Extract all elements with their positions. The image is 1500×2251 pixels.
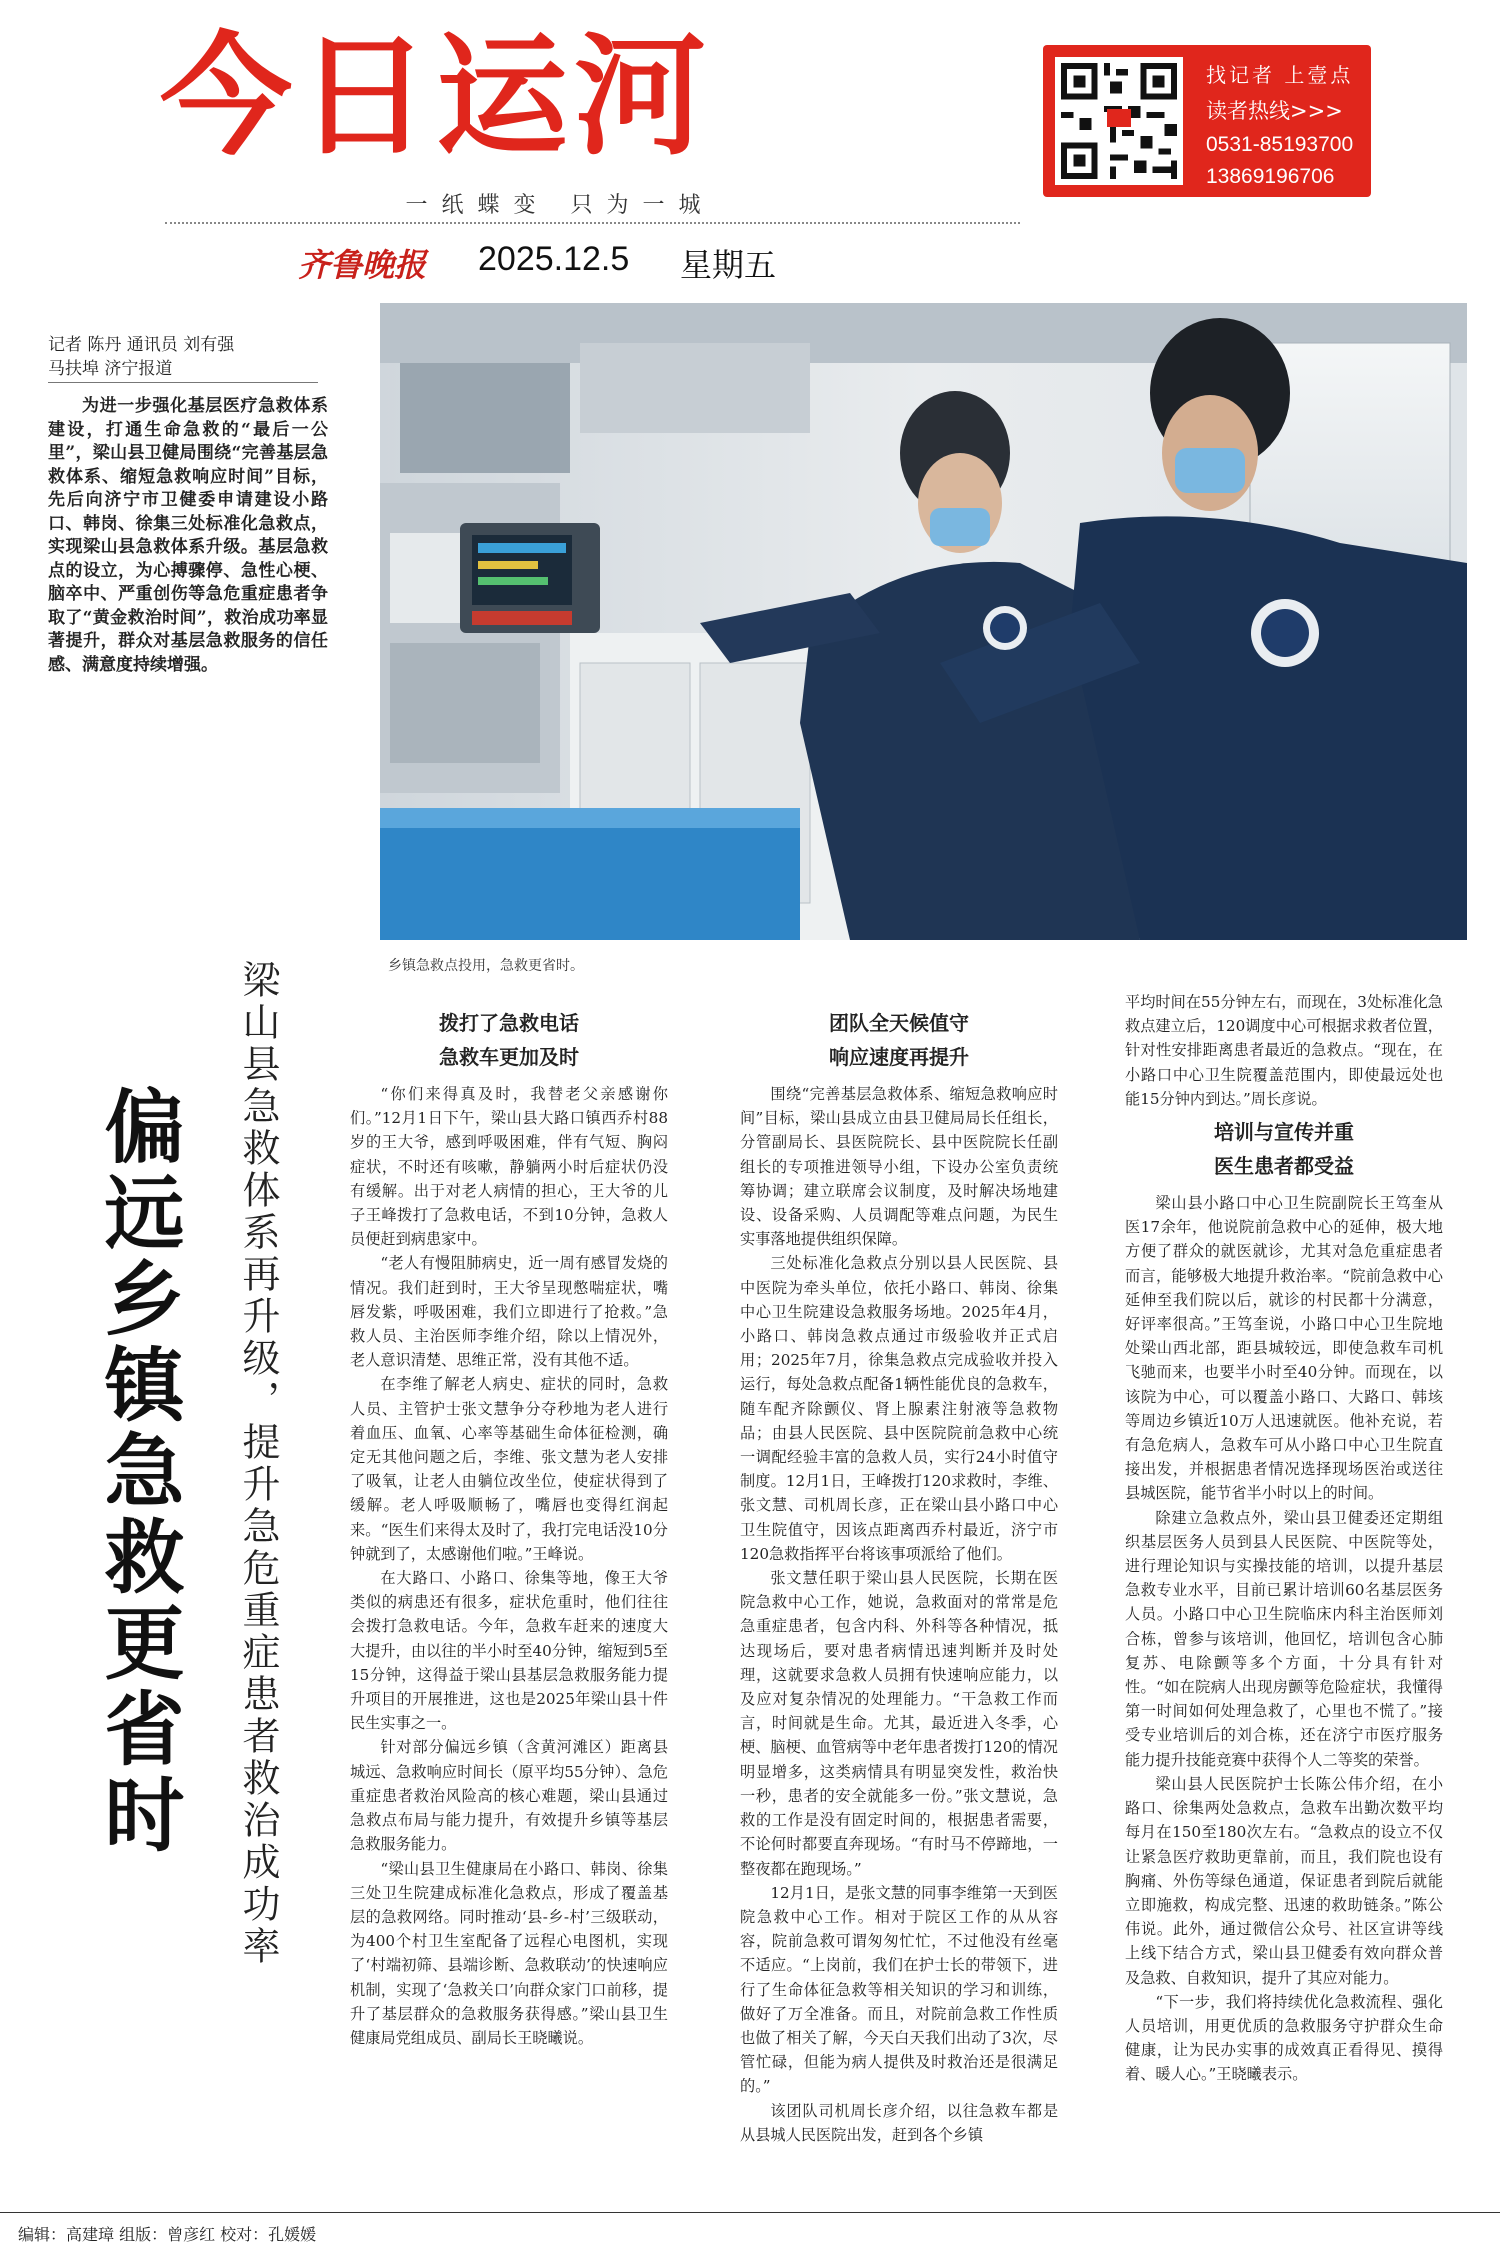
byline-reporters: 记者 陈丹 通讯员 刘有强 — [48, 335, 235, 355]
article-lead: 为进一步强化基层医疗急救体系建设，打通生命急救的“最后一公里”，梁山县卫健局围绕“完善基层急救体系、缩短急救响应时间”目标，先后向济宁市卫健委申请建设小路口、韩岗、徐集三处标准化急救点，实现梁山县急救体系升级。基层急救点的设立，为心搏骤停、急性心梗、脑卒中、严重创伤等急危重症患者争取了“黄金救治时间”，救治成功率显著提升，群众对基层急救服务的信任感、满意度持续增强。 — [48, 396, 328, 675]
paragraph: 该团队司机周长彦介绍，以往急救车都是从县城人民医院出发，赶到各个乡镇 — [740, 2101, 1058, 2144]
section-heading-line-2: 医生患者都受益 — [1214, 1154, 1354, 1179]
newspaper-name: 齐鲁晚报 — [298, 246, 427, 284]
paragraph: 梁山县人民医院护士长陈公伟介绍，在小路口、徐集两处急救点，急救车出勤次数平均每月在150至180次左右。“急救点的设立不仅让紧急医疗救助更靠前，而且，我们院也设有胸痛、外伤等绿色通道，保证患者到院后就能立即施救，构成完整、迅速的救助链条。”陈公伟说。此外，通过微信公众号、社区宣讲等线上线下结合方式，梁山县卫健委有效向群众普及急救、自救知识，提升了其应对能力。 — [1125, 1774, 1443, 1987]
contact-phone-2[interactable]: 13869196706 — [1206, 165, 1335, 188]
article-photo — [380, 303, 1467, 940]
contact-find-reporter: 找记者 上壹点 — [1206, 63, 1354, 87]
masthead-slogan: 一纸蝶变 只为一城 — [405, 193, 715, 218]
contact-phone-1[interactable]: 0531-85193700 — [1206, 133, 1354, 156]
paragraph: 除建立急救点外，梁山县卫健委还定期组织基层医务人员到县人民医院、中医院等处，进行理论知识与实操技能的培训，以提升基层急救专业水平，目前已累计培训60名基层医务人员。小路口中心卫生院临床内科主治医师刘合栋，曾参与该培训，他回忆，培训包含心肺复苏、电除颤等多个方面，十分具有针对性。“如在院病人出现房颤等危险症状，我懂得第一时间如何处理急救了，心里也不慌了。”接受专业培训后的刘合栋，还在济宁市医疗服务能力提升技能竞赛中获得个人二等奖的荣誉。 — [1125, 1508, 1443, 1769]
issue-date: 2025.12.5 — [478, 240, 630, 278]
contact-box — [1043, 45, 1371, 197]
paragraph: 三处标准化急救点分别以县人民医院、县中医院为牵头单位，依托小路口、韩岗、徐集中心卫生院建设急救服务场地。2025年4月，小路口、韩岗急救点通过市级验收并正式启用；2025年7月，徐集急救点完成验收并投入运行，每处急救点配备1辆性能优良的急救车，随车配齐除颤仪、肾上腺素注射液等急救物品；由县人民医院、县中医院院前急救中心统一调配经验丰富的急救人员，实行24小时值守制度。12月1日，王峰拨打120求救时，李维、张文慧、司机周长彦，正在梁山县小路口中心卫生院值守，因该点距离西乔村最近，济宁市120急救指挥平台将该事项派给了他们。 — [740, 1254, 1058, 1563]
paragraph: 张文慧任职于梁山县人民医院，长期在医院急救中心工作，她说，急救面对的常常是危急重症患者，包含内科、外科等各种情况，抵达现场后，要对患者病情迅速判断并及时处理，这就要求急救人员拥有快速响应能力，以及应对复杂情况的处理能力。“干急救工作而言，时间就是生命。尤其，最近进入冬季，心梗、脑梗、血管病等中老年患者拨打120的情况明显增多，这类病情具有明显突发性，救治快一秒，患者的安全就能多一份。”张文慧说，急救的工作是没有固定时间的，根据患者需要，不论何时都要直奔现场。“有时马不停蹄地，一整夜都在跑现场。” — [740, 1569, 1058, 1878]
paragraph: 在大路口、小路口、徐集等地，像王大爷类似的病患还有很多，症状危重时，他们往往会拨打急救电话。今年，急救车赶来的速度大大提升，由以往的半小时至40分钟，缩短到5至15分钟，这得益于梁山县基层急救服务能力提升项目的开展推进，这也是2025年梁山县十件民生实事之一。 — [350, 1569, 668, 1733]
masthead-title: 今日运河 — [160, 20, 712, 174]
byline-location: 马扶埠 济宁报道 — [48, 359, 173, 379]
section-heading-line-1: 团队全天候值守 — [829, 1011, 969, 1035]
paragraph: “下一步，我们将持续优化急救流程、强化人员培训，用更优质的急救服务守护群众生命健康，让为民办实事的成效真正看得见、摸得着、暖人心。”王晓曦表示。 — [1125, 1992, 1443, 2084]
paragraph: 平均时间在55分钟左右，而现在，3处标准化急救点建立后，120调度中心可根据求救者位置，针对性安排距离患者最近的急救点。“现在，在小路口中心卫生院覆盖范围内，即使最远处也能15分钟内到达。”周长彦说。 — [1125, 993, 1443, 1108]
issue-weekday: 星期五 — [680, 246, 777, 284]
paragraph: “梁山县卫生健康局在小路口、韩岗、徐集三处卫生院建成标准化急救点，形成了覆盖基层的急救网络。同时推动‘县-乡-村’三级联动，为400个村卫生室配备了远程心电图机，实现了‘村端初筛、县端诊断、急救联动’的快速响应机制，实现了‘急救关口’向群众家门口前移，提升了基层群众的急救服务获得感。”梁山县卫生健康局党组成员、副局长王晓曦说。 — [350, 1859, 668, 2047]
article-column-3 — [1125, 990, 1443, 2087]
editor-credits: 编辑：高建璋 组版：曾彦红 校对：孔媛媛 — [18, 2225, 317, 2244]
section-heading-line-2: 响应速度再提升 — [829, 1045, 969, 1069]
paragraph: 围绕“完善基层急救体系、缩短急救响应时间”目标，梁山县成立由县卫健局局长任组长，分管副局长、县医院院长、县中医院院长任副组长的专项推进领导小组，下设办公室负责统筹协调；建立联席会议制度，及时解决场地建设、设备采购、人员调配等难点问题，为民生实事落地提供组织保障。 — [740, 1085, 1058, 1249]
article-column-2 — [740, 1002, 1058, 2147]
qr-code-icon[interactable] — [1055, 57, 1183, 185]
section-heading-line-2: 急救车更加及时 — [439, 1045, 579, 1069]
paragraph: 12月1日，是张文慧的同事李维第一天到医院急救中心工作。相对于院区工作的从从容容，院前急救可谓匆匆忙忙，不过他没有丝毫不适应。“上岗前，我们在护士长的带领下，进行了生命体征急救等相关知识的学习和训练，做好了万全准备。而且，对院前急救工作性质也做了相关了解，今天白天我们出动了3次，尽管忙碌，但能为病人提供及时救治还是很满足的。” — [740, 1883, 1058, 2096]
article-subheadline: 梁山县急救体系再升级，提升急危重症患者救治成功率 — [236, 960, 280, 1968]
article-headline: 偏远乡镇急救更省时 — [91, 1085, 185, 1859]
paragraph: 梁山县小路口中心卫生院副院长王笃奎从医17余年，他说院前急救中心的延伸，极大地方便了群众的就医就诊，尤其对急危重症患者而言，能够极大地提升救治率。“院前急救中心延伸至我们院以后，就诊的村民都十分满意，好评率很高。”王笃奎说，小路口中心卫生院地处梁山西北部，距县城较远，即使急救车司机飞驰而来，也要半小时至40分钟。而现在，以该院为中心，可以覆盖小路口、大路口、韩垓等周边乡镇近10万人迅速就医。他补充说，若有急危病人，急救车可从小路口中心卫生院直接出发，并根据患者情况选择现场医治或送往县城医院，能节省半小时以上的时间。 — [1125, 1194, 1443, 1503]
section-heading — [350, 1006, 668, 1074]
section-heading — [740, 1006, 1058, 1074]
section-heading-line-1: 拨打了急救电话 — [439, 1011, 579, 1035]
byline-divider — [48, 382, 318, 383]
footer-divider — [0, 2212, 1500, 2213]
article-column-1 — [350, 1002, 668, 2050]
section-heading-line-1: 培训与宣传并重 — [1214, 1120, 1354, 1145]
contact-hotline-label: 读者热线>>> — [1206, 99, 1343, 123]
paragraph: “你们来得真及时，我替老父亲感谢你们。”12月1日下午，梁山县大路口镇西乔村88岁的王大爷，感到呼吸困难，伴有气短、胸闷症状，不时还有咳嗽，静躺两小时后症状仍没有缓解。出于对老人病情的担心，王大爷的儿子王峰拨打了急救电话，不到10分钟，急救人员便赶到病患家中。 — [350, 1085, 668, 1249]
section-heading — [1125, 1115, 1443, 1183]
paragraph: 针对部分偏远乡镇（含黄河滩区）距离县城远、急救响应时间长（原平均55分钟）、急危重症患者救治风险高的核心难题，梁山县通过急救点布局与能力提升，有效提升乡镇等基层急救服务能力。 — [350, 1738, 668, 1854]
paragraph: “老人有慢阻肺病史，近一周有感冒发烧的情况。我们赶到时，王大爷呈现憋喘症状，嘴唇发紫，呼吸困难，我们立即进行了抢救。”急救人员、主治医师李维介绍，除以上情况外，老人意识清楚、思维正常，没有其他不适。 — [350, 1254, 668, 1370]
masthead-divider — [165, 222, 1020, 224]
photo-caption: 乡镇急救点投用，急救更省时。 — [388, 958, 584, 974]
paragraph: 在李维了解老人病史、症状的同时，急救人员、主管护士张文慧争分夺秒地为老人进行着血压、血氧、心率等基础生命体征检测，确定无其他问题之后，李维、张文慧为老人安排了吸氧，让老人由躺位改坐位，使症状得到了缓解。老人呼吸顺畅了，嘴唇也变得红润起来。“医生们来得太及时了，我打完电话没10分钟就到了，太感谢他们啦。”王峰说。 — [350, 1375, 668, 1563]
